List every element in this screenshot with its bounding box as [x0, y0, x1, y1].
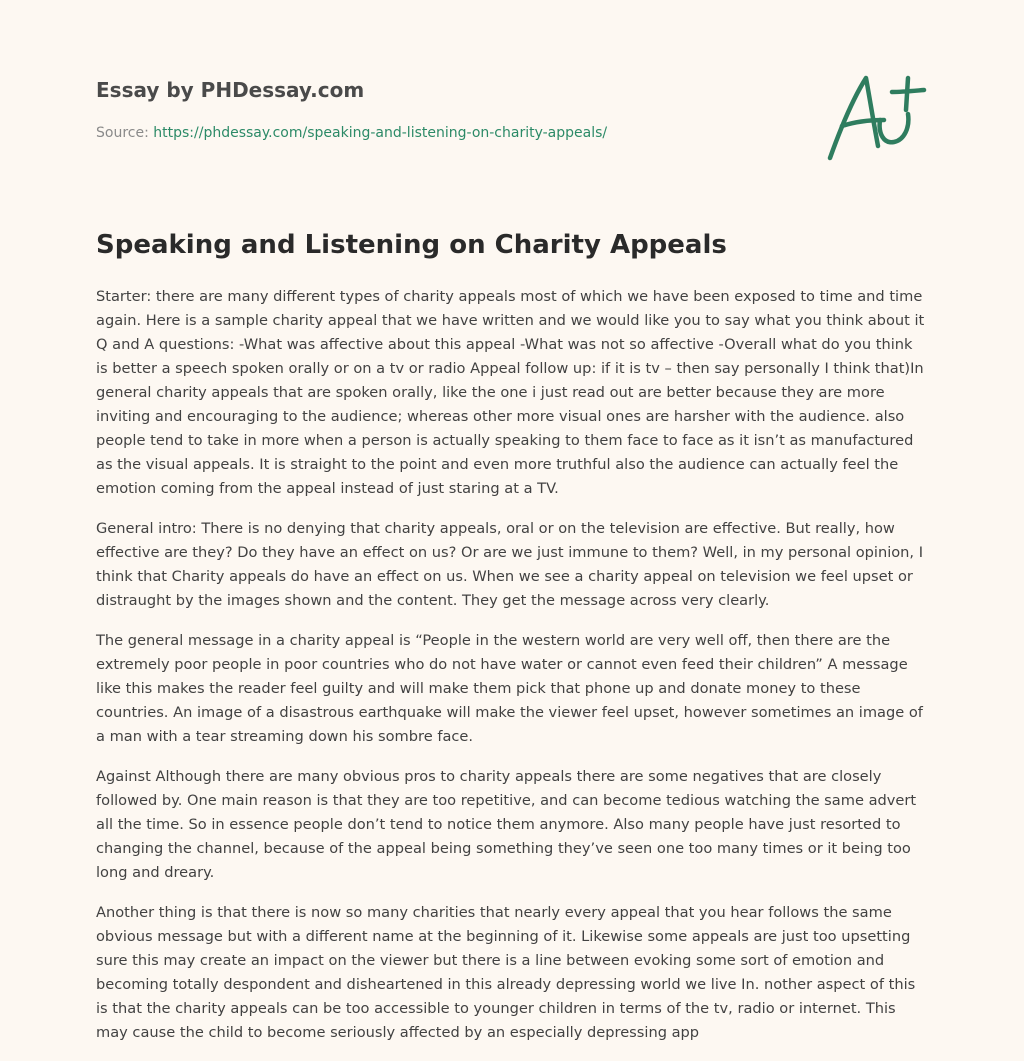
paragraph: Another thing is that there is now so many charities that nearly every appeal that you hear follows the same obvious message but with a different name at the beginning of it. Likewise some appeals are just too upsetting sure this may create an impact on the viewer but there is a line between evoking some sort of emotion and becoming totally despondent and disheartened in this already depressing world we live In. nother aspect of this is that the charity appeals can be too accessible to younger children in terms of the tv, radio or internet. This may cause the child to become seriously affected by an especially depressing app: [96, 904, 916, 1041]
source-link[interactable]: https://phdessay.com/speaking-and-listening-on-charity-appeals/: [153, 125, 608, 141]
article-body: [96, 285, 928, 1061]
paragraph: The general message in a charity appeal is “People in the western world are very well off, then there are the extremely poor people in poor countries who do not have water or cannot even feed their children” A message like this makes the reader feel guilty and will make them pick that phone up and donate money to these countries. An image of a disastrous earthquake will make the viewer feel upset, however sometimes an image of a man with a tear streaming down his sombre face.: [96, 632, 923, 745]
paragraph: General intro: There is no denying that charity appeals, oral or on the television are effective. But really, how effective are they? Do they have an effect on us? Or are we just immune to them? Well, in my personal opinion, I think that Charity appeals do have an effect on us. When we see a charity appeal on television we feel upset or distraught by the images shown and the content. They get the message across very clearly.: [96, 520, 924, 609]
paragraph: Against Although there are many obvious pros to charity appeals there are some negatives that are closely followed by. One main reason is that they are too repetitive, and can become tedious watching the same advert all the time. So in essence people don’t tend to notice them anymore. Also many people have just resorted to changing the channel, because of the appeal being something they’ve seen one too many times or it being too long and dreary.: [96, 768, 917, 881]
source-line: [96, 123, 796, 143]
a-plus-logo-icon: [822, 70, 928, 164]
essay-header: [96, 76, 796, 143]
paragraph: Starter: there are many different types of charity appeals most of which we have been exposed to time and time again. Here is a sample charity appeal that we have written and we would like you to say what you think about it Q and A questions: -What was affective about this appeal -What was not so affective -Overall what do you think is better a speech spoken orally or on a tv or radio Appeal follow up: if it is tv – then say personally I think that)In general charity appeals that are spoken orally, like the one i just read out are better because they are more inviting and encouraging to the audience; whereas other more visual ones are harsher with the audience. also people tend to take in more when a person is actually speaking to them face to face as it isn’t as manufactured as the visual appeals. It is straight to the point and even more truthful also the audience can actually feel the emotion coming from the appeal instead of just staring at a TV.: [96, 288, 925, 497]
source-label: Source:: [96, 125, 149, 141]
article-title: Speaking and Listening on Charity Appeals: [96, 230, 727, 260]
brand-title: Essay by PHDessay.com: [96, 78, 365, 102]
